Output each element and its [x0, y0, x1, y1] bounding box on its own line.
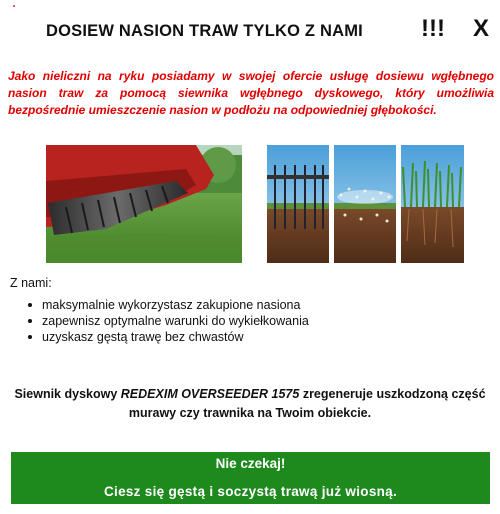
cta-line-1: Nie czekaj! — [215, 456, 286, 471]
benefits-list — [28, 297, 309, 345]
benefits-heading: Z nami: — [10, 276, 52, 290]
cta-line-2: Ciesz się gęstą i soczystą trawą już wiosną. — [103, 484, 398, 499]
cta-banner[interactable] — [11, 452, 490, 504]
list-item: maksymalnie wykorzystasz zakupione nasiona — [28, 297, 309, 313]
bullet-icon — [28, 335, 32, 339]
grass-seeder-photo — [46, 145, 242, 263]
seeding-process-illustration — [267, 145, 464, 263]
product-description — [8, 385, 492, 423]
close-icon[interactable]: X — [472, 15, 489, 42]
intro-text: Jako nieliczni na ryku posiadamy w swojej ofercie usługę dosiewu wgłębnego nasion traw za pomocą siewnika wgłębnego dyskowego, który umożliwia bezpośrednie umieszczenie nasion w podłożu na odpowiedniej głębokości. — [8, 69, 494, 117]
product-name: REDEXIM OVERSEEDER 1575 — [120, 387, 300, 401]
decorative-dot — [13, 5, 15, 7]
list-item: zapewnisz optymalne warunki do wykiełkowania — [28, 313, 309, 329]
product-suffix: zregeneruje uszkodzoną część murawy czy trawnika na Twoim obiekcie. — [128, 387, 486, 420]
popup-header — [0, 14, 500, 50]
title-exclamation: !!! — [421, 15, 445, 42]
bullet-icon — [28, 303, 32, 307]
bullet-icon — [28, 319, 32, 323]
product-prefix: Siewnik dyskowy — [14, 387, 118, 401]
list-item: uzyskasz gęstą trawę bez chwastów — [28, 329, 309, 345]
popup-title: DOSIEW NASION TRAW TYLKO Z NAMI — [46, 22, 363, 40]
